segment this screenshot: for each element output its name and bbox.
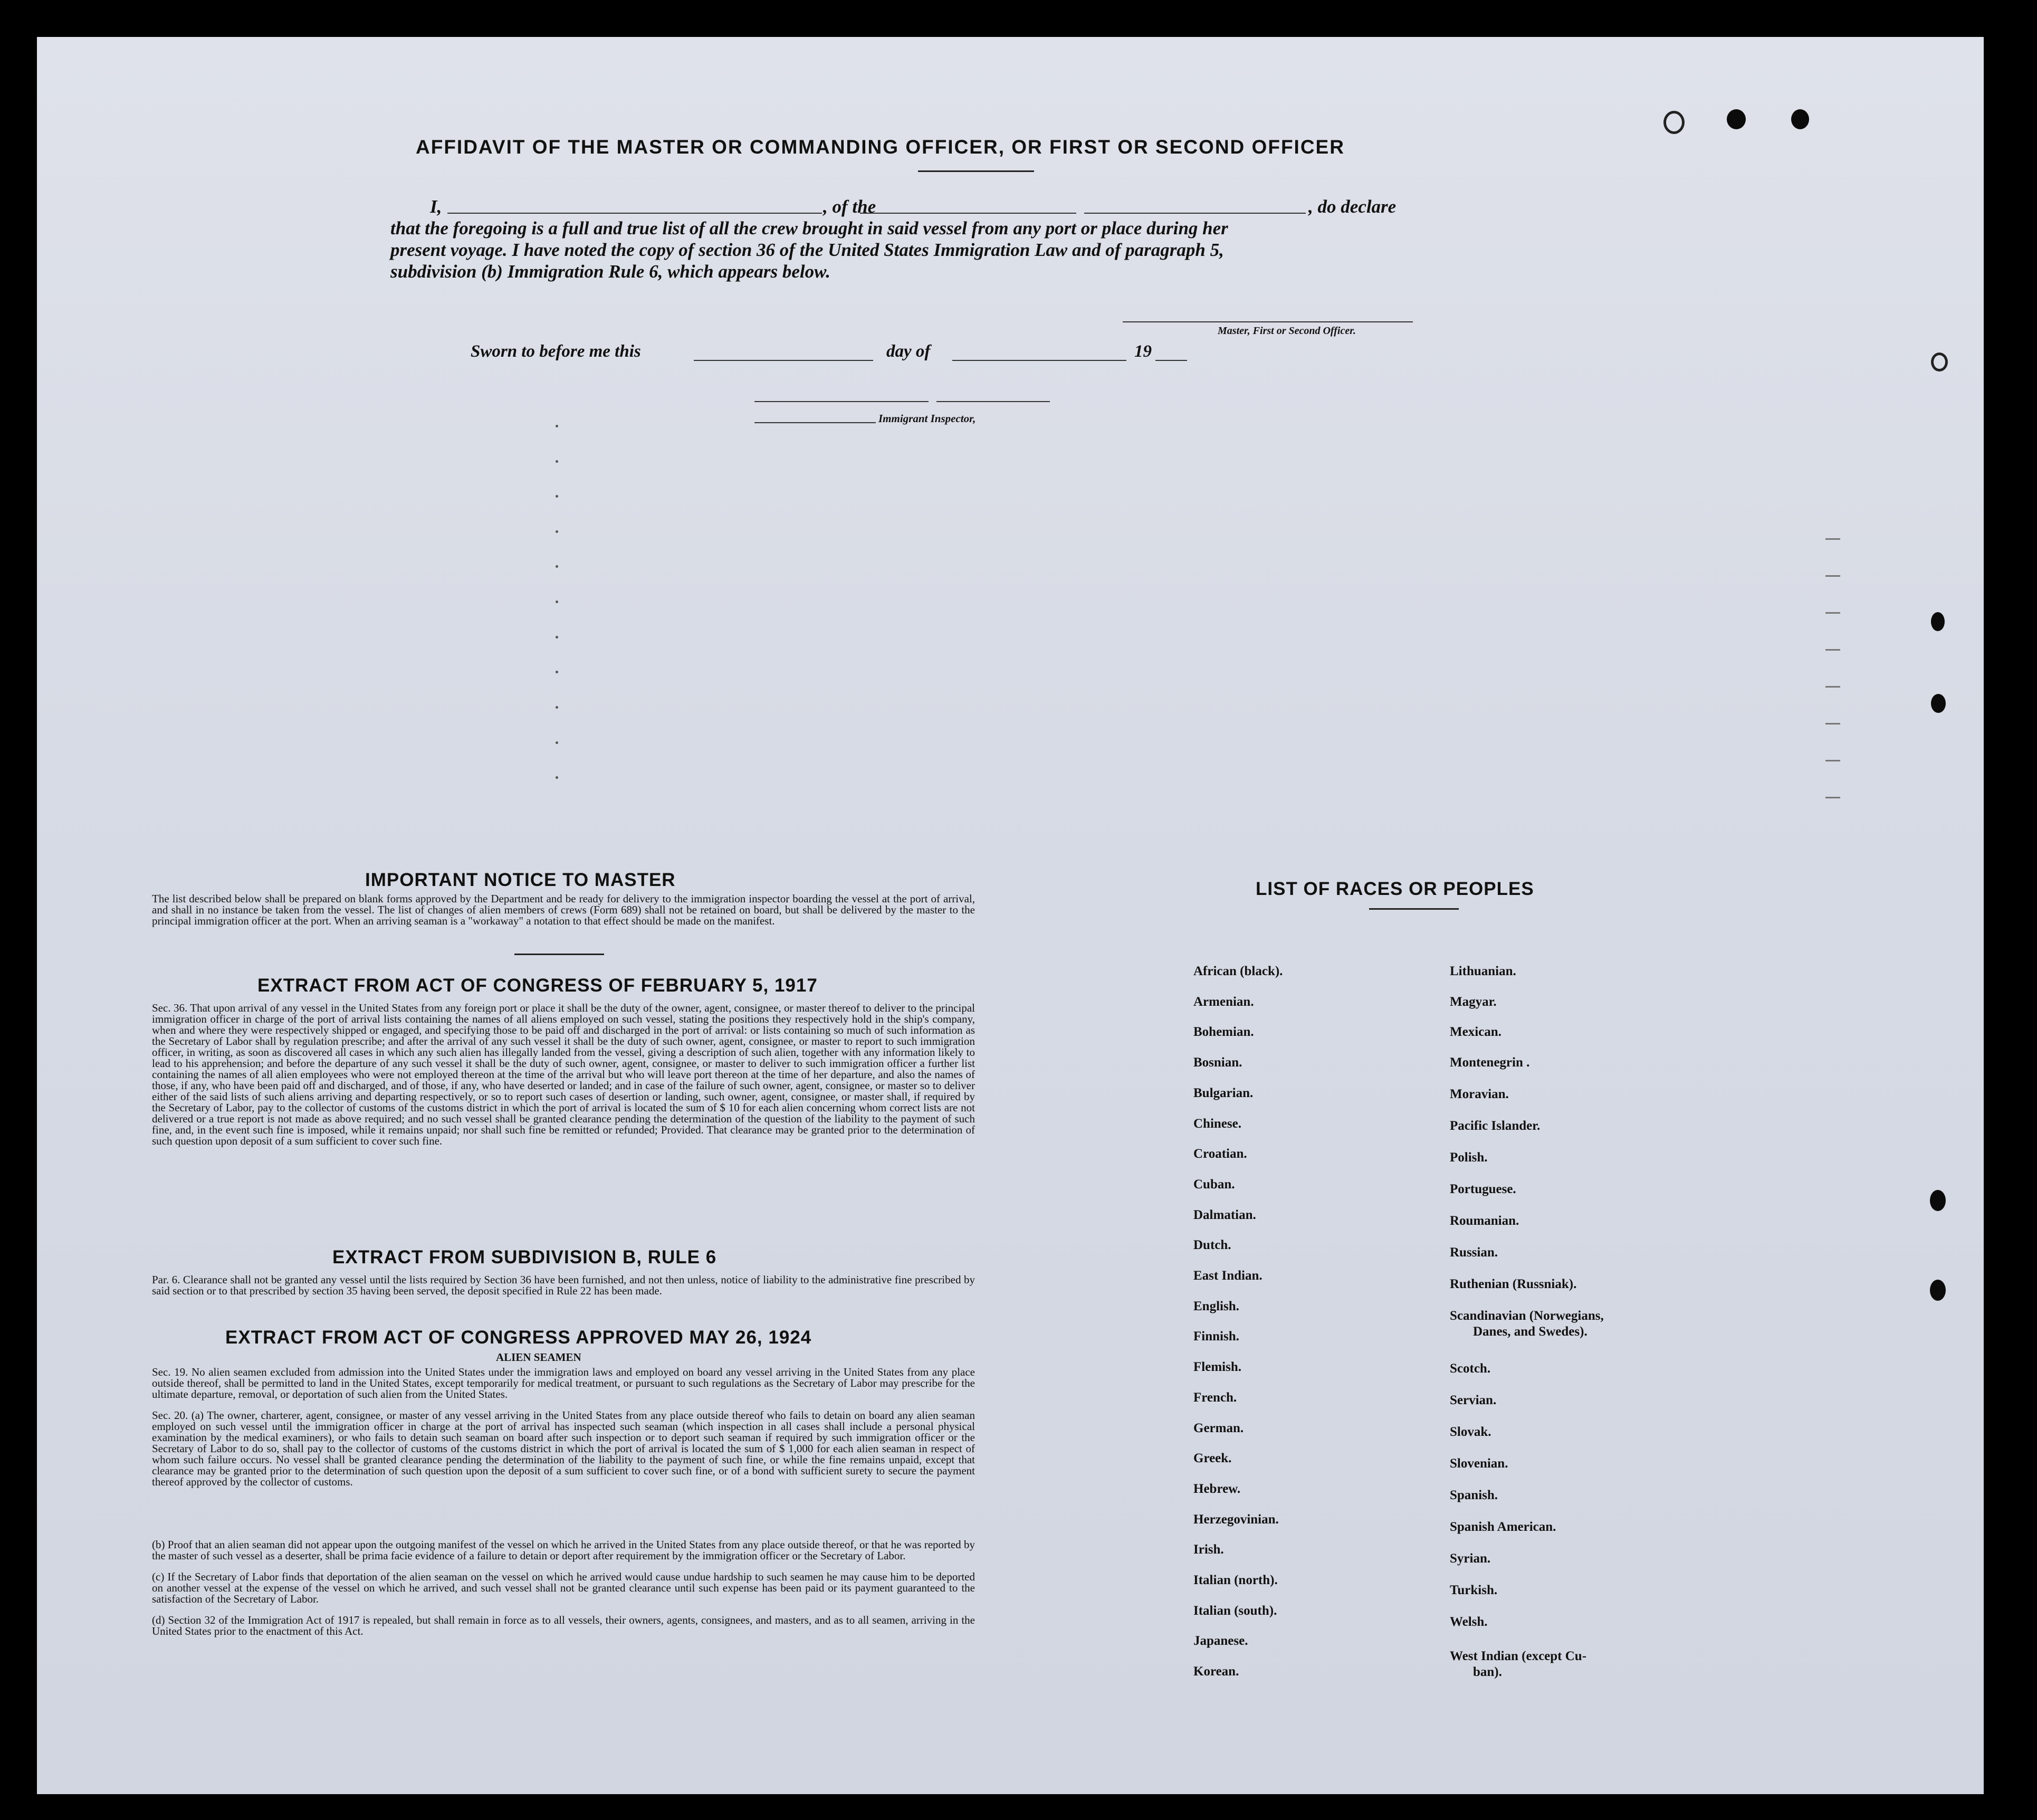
race-item: Japanese. [1193,1634,1248,1649]
race-item: Lithuanian. [1450,964,1516,978]
notice-title: IMPORTANT NOTICE TO MASTER [365,870,676,890]
notice-rule [514,954,604,955]
affidavit-of-the: , of the [823,196,876,217]
race-item: Dalmatian. [1193,1207,1256,1222]
bleed-mark [556,706,558,709]
race-item: Flemish. [1193,1360,1241,1375]
punch-hole [1930,1190,1946,1211]
affidavit-declare: , do declare [1308,196,1397,217]
vessel-blank-2 [1084,213,1306,214]
act1924-sec20: Sec. 20. (a) The owner, charterer, agent, consignee, or master of any vessel arriving in the United States from any place outside thereof who fails to detain on board any alien seaman employed on such vessel until the immigration officer in charge at the port of arrival has inspected such seaman (which inspection in all cases shall include a personal physical examination by the medical examiners), or who fails to detain such seaman on board after such inspection or to deport such seaman if required by such immigration officer or the Secretary of Labor to do so, shall pay to the collector of customs of the customs district in which the port of arrival is located the sum of $ 1,000 for each alien seaman in respect of whom such failure occurs. No vessel shall be granted clearance pending the determination of the liability to the payment of such fine, or while the fine remains unpaid, except that clearance may be granted prior to the determination of such question upon the deposit of a sum sufficient to cover such fine, or of a bond with sufficient surety to secure the payment thereof approved by the collector of customs. [152,1409,975,1488]
affidavit-title: AFFIDAVIT OF THE MASTER OR COMMANDING OFFICER, OR FIRST OR SECOND OFFICER [416,136,1345,158]
day-of-text: day of [886,342,931,361]
bleed-mark [556,425,558,427]
race-item: Greek. [1193,1451,1232,1466]
race-item: West Indian (except Cu- [1450,1649,1587,1663]
bleed-mark [1825,723,1840,725]
act1917-title: EXTRACT FROM ACT OF CONGRESS OF FEBRUARY 5, 1917 [257,975,818,996]
race-item: Scandinavian (Norwegians, [1450,1309,1604,1323]
name-blank [447,213,822,214]
rule6-title: EXTRACT FROM SUBDIVISION B, RULE 6 [332,1247,717,1268]
race-item: African (black). [1193,964,1283,978]
year-blank [1155,360,1187,361]
act1924-subtitle: ALIEN SEAMEN [496,1351,581,1364]
race-item: Portuguese. [1450,1182,1516,1196]
bleed-mark [556,601,558,603]
punch-hole [1931,694,1946,713]
bleed-mark [556,776,558,779]
race-item: Magyar. [1450,995,1497,1009]
bleed-mark [1825,760,1840,761]
race-item: Syrian. [1450,1551,1491,1566]
race-item: Armenian. [1193,994,1254,1009]
race-item: French. [1193,1390,1237,1405]
race-item: Spanish. [1450,1488,1498,1502]
race-item: Slovak. [1450,1425,1491,1439]
race-item: Roumanian. [1450,1214,1519,1228]
bleed-mark [556,530,558,533]
title-rule [918,170,1034,172]
race-item: Italian (south). [1193,1603,1277,1618]
bleed-mark [556,741,558,744]
bleed-mark [556,565,558,568]
race-item: Irish. [1193,1542,1224,1557]
bleed-mark [1825,538,1840,540]
bleed-mark [1825,649,1840,651]
race-item: Welsh. [1450,1615,1488,1629]
inspector-label: Immigrant Inspector, [878,412,976,425]
race-item: Korean. [1193,1664,1239,1679]
race-item: Dutch. [1193,1238,1231,1253]
races-rule [1369,908,1459,910]
act1924-sec20d: (d) Section 32 of the Immigration Act of 1917 is repealed, but shall remain in force as to all vessels, their owners, agents, consignees, and masters, and as to all seamen, arriving in the United States prior to the enactment of this Act. [152,1614,975,1637]
bleed-mark [556,495,558,498]
race-item: Spanish American. [1450,1520,1556,1534]
races-title: LIST OF RACES OR PEOPLES [1256,879,1534,899]
punch-hole [1931,612,1945,631]
affidavit-line-2: that the foregoing is a full and true list of all the crew brought in said vessel from any port or place during her [390,218,1228,239]
race-item: Chinese. [1193,1116,1241,1131]
affidavit-line-4: subdivision (b) Immigration Rule 6, which appears below. [390,261,830,282]
punch-hole [1930,1280,1946,1301]
sworn-day-blank [694,360,873,361]
affidavit-i: I, [430,196,442,217]
punch-hole [1931,352,1948,371]
inspector-line-1b [936,401,1050,402]
vessel-blank-1 [860,213,1076,214]
race-item: Montenegrin . [1450,1055,1530,1070]
bleed-mark [1825,612,1840,614]
race-item: Bulgarian. [1193,1085,1254,1100]
race-item: Italian (north). [1193,1573,1278,1587]
bleed-mark [556,460,558,463]
race-item: Herzegovinian. [1193,1512,1279,1527]
sworn-text: Sworn to before me this [471,342,641,361]
race-item: Finnish. [1193,1329,1239,1344]
race-item: Croatian. [1193,1147,1247,1161]
punch-hole [1791,109,1809,129]
race-item: Russian. [1450,1245,1498,1260]
act1924-sec20c: (c) If the Secretary of Labor finds that deportation of the alien seaman on the vessel on which he arrived would cause undue hardship to such seamen he may cause him to be deported on another vessel at the expense of the vessel on which he arrived, and such vessel shall not be granted clearance until such expense has been paid or its payment guaranteed to the satisfaction of the Secretary of Labor. [152,1570,975,1605]
race-item: German. [1193,1421,1244,1435]
race-item: Cuban. [1193,1177,1235,1192]
race-item: Mexican. [1450,1025,1502,1039]
affidavit-line-3: present voyage. I have noted the copy of section 36 of the United States Immigration Law and of paragraph 5, [390,240,1224,260]
race-item: Moravian. [1450,1087,1509,1101]
race-item: Pacific Islander. [1450,1119,1541,1133]
punch-hole [1727,109,1746,129]
race-item: Ruthenian (Russniak). [1450,1277,1577,1291]
bleed-mark [556,636,558,639]
race-item: English. [1193,1299,1239,1313]
bleed-mark [1825,575,1840,577]
month-blank [952,360,1126,361]
rule6-text: Par. 6. Clearance shall not be granted any vessel until the lists required by Section 36 have been furnished, and not then unless, notice of liability to the administrative fine prescribed by said section or to that prescribed by section 35 having been served, the deposit specified in Rule 22 has been made. [152,1273,975,1297]
inspector-line-1a [754,401,929,402]
notice-text: The list described below shall be prepared on blank forms approved by the Department and be ready for delivery to the immigration inspector boarding the vessel at the port of arrival, and shall in no instance be taken from the vessel. The list of changes of alien members of crews (Form 689) shall not be retained on board, but shall be delivered by the master to the principal immigration officer at the port. When an arriving seaman is a "workaway" a notation to that effect should be made on the manifest. [152,892,975,927]
master-signature-line [1123,321,1413,322]
race-item: East Indian. [1193,1269,1263,1283]
race-item: Hebrew. [1193,1481,1241,1496]
bleed-mark [556,671,558,673]
master-signature-label: Master, First or Second Officer. [1218,325,1356,337]
race-item: Servian. [1450,1393,1497,1407]
race-item: Polish. [1450,1150,1488,1165]
bleed-mark [1825,686,1840,688]
act1917-text: Sec. 36. That upon arrival of any vessel in the United States from any foreign port or place it shall be the duty of the owner, agent, consignee, or master thereof to deliver to the principal immigration officer in charge of the port of arrival lists containing the names of all aliens employed on such vessel, stating the positions they respectively hold in the ship's company, when and where they were respectively shipped or engaged, and specifying those to be paid off and discharged in the port of arrival: or lists containing so much of such information as the Secretary of Labor shall by regulation prescribe; and after the arrival of any such vessel it shall be the duty of such owner, agent, consignee, or master to report to such immigration officer, in writing, as soon as discovered all cases in which any such alien has illegally landed from the vessel, giving a description of such alien, together with any information likely to lead to his apprehension; and before the departure of any such vessel it shall be the duty of such owner, agent, consignee, or master to deliver to such immigration officer a further list containing the names of all alien employees who were not employed thereon at the time of the arrival but who will leave port thereon at the time of her departure, and also the names of those, if any, who have been paid off and discharged, and of those, if any, who have deserted or landed; and in case of the failure of such owner, agent, consignee, or master so to deliver either of the said lists of such aliens arriving and departing respectively, or so to report such cases of desertion or landing, such owner, agent, consignee, or master shall, if required by the Secretary of Labor, pay to the collector of customs of the customs district in which the port of arrival is located the sum of $ 10 for each alien concerning whom correct lists are not delivered or a true report is not made as above required; and no such vessel shall be granted clearance pending the determination of the question of the liability to the payment of such fine, and, in the event such fine is imposed, while it remains unpaid; nor shall such fine be remitted or refunded; Provided. That clearance may be granted prior to the determination of such question upon deposit of a sum sufficient to cover such fine. [152,1002,975,1147]
race-item: Turkish. [1450,1583,1498,1597]
race-item: ban). [1473,1665,1502,1679]
race-item: Danes, and Swedes). [1473,1324,1587,1339]
inspector-line-2 [754,422,876,423]
document-page [37,37,1984,1794]
act1924-sec20b: (b) Proof that an alien seaman did not appear upon the outgoing manifest of the vessel on which he arrived in the United States from any place outside thereof, or that he was reported by the master of such vessel as a deserter, shall be prima facie evidence of a failure to detain or deport after requirement by the immigration officer or the Secretary of Labor. [152,1538,975,1562]
punch-hole [1663,111,1685,134]
race-item: Scotch. [1450,1361,1491,1376]
race-item: Bohemian. [1193,1025,1254,1040]
bleed-mark [1825,797,1840,798]
race-item: Slovenian. [1450,1456,1508,1471]
race-item: Bosnian. [1193,1055,1242,1070]
year-prefix: 19 [1134,342,1152,361]
act1924-title: EXTRACT FROM ACT OF CONGRESS APPROVED MAY 26, 1924 [225,1327,812,1348]
act1924-sec19: Sec. 19. No alien seamen excluded from admission into the United States under the immigration laws and employed on board any vessel arriving in the United States from any place outside thereof, shall be permitted to land in the United States, except temporarily for medical treatment, or pursuant to such regulations as the Secretary of Labor may prescribe for the ultimate departure, removal, or deportation of such alien from the United States. [152,1366,975,1400]
